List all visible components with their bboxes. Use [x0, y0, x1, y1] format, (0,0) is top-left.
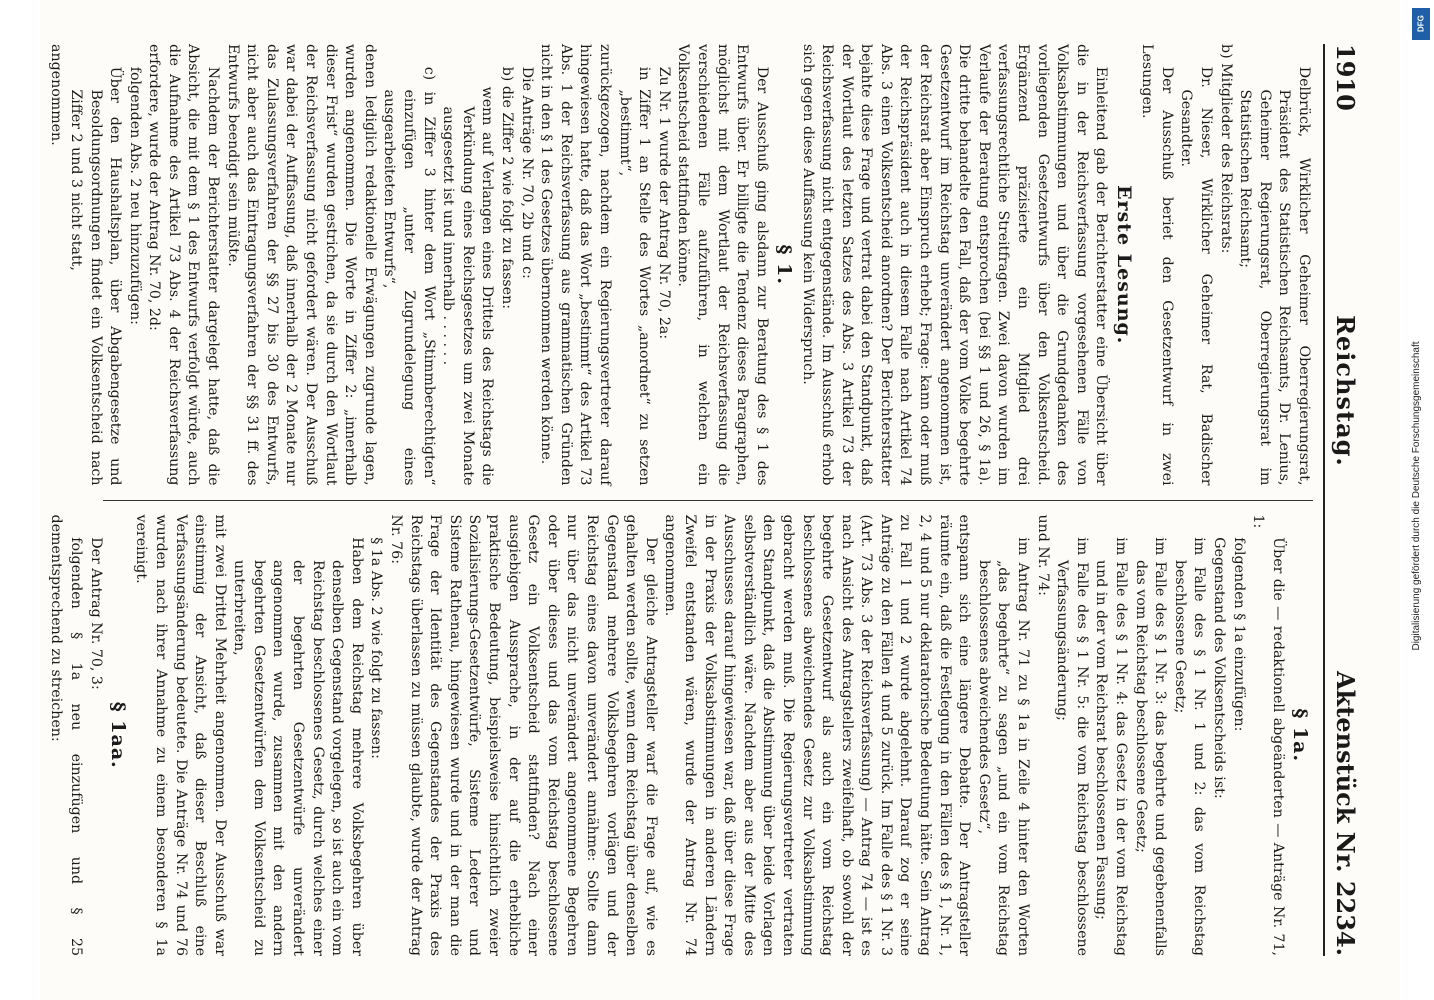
document-page: [40, 0, 1400, 1000]
section-heading: § 1.: [772, 244, 795, 285]
header-year: 1910: [1331, 44, 1360, 111]
page-header: [1323, 44, 1360, 956]
paragraph: Haben dem Reichstag mehrere Volksbegehren über denselben Gegenstand vorgelegen, so ist auch ein vom Reichstag beschlossenes Gesetz, durch welches einer der begehrten Gesetzentwürfe unverändert angenommen wurde, zusammen mit den andern begehrten Gesetzentwürfen dem Volksentscheid zu unterbreiten,: [231, 537, 365, 956]
digitization-credit: [1402, 6, 1432, 986]
paragraph: in Ziffer 1 an Stelle des Wortes „anordnet“ zu setzen „bestimmt“,: [616, 66, 653, 486]
scanned-page-image: [40, 0, 1400, 1000]
paragraph: b) Mitglieder des Reichsrats:: [1217, 44, 1234, 254]
left-column: [48, 44, 1313, 500]
section-heading: Erste Lesung.: [1112, 185, 1135, 345]
paragraph: Einleitend gab der Berichterstatter eine Übersicht über die in der Reichsverfassung vorgesehenen Fälle von Volksabstimmungen und über die Grundgedanken des vorliegenden Gesetzentwurfs über den Volksentscheid. Ergänzend präzisierte ein Mitglied drei verfassungsrechtliche Streitfragen. Zwei davon wurden im Verlaufe der Beratung entsprochen (bei §§ 1 und 26, § 1a). Die dritte behandelte den Fall, daß der vom Volke begehrte Gesetzentwurf im Reichstag unverändert angenommen ist, der Reichsrat aber Einspruch erhebt; Frage: kann oder muß der Reichspräsident auch in diesem Falle nach Artikel 74 Abs. 3 einen Volksentscheid anordnen? Der Berichterstatter bejahte diese Frage und vertrat dabei den Standpunkt, daß der Wortlaut des letzten Satzes des Abs. 3 Artikel 73 der Reichsverfassung nicht entgegenstände. Im Ausschuß erhob sich gegen diese Auffassung kein Widerspruch.: [799, 44, 1110, 486]
paragraph: Zu Nr. 1 wurde der Antrag Nr. 70, 2a:: [655, 66, 672, 340]
paragraph: Über die — redaktionell abgeänderten — Anträge Nr. 71, 1:: [1250, 514, 1286, 956]
paragraph: entspann sich eine längere Debatte. Der Antragsteller räumte ein, daß die Festlegung in den Fällen des § 1, Nr. 1, 2, 4 und 5 nur deklaratorische Bedeutung hätte. Sein Antrag zu Fall 1 und 2 wurde abgelehnt. Darauf zog er seine Anträge zu den Fällen 4 und 5 zurück. Im Falle des § 1 Nr. 3 (Art. 73 Abs. 3 der Reichsverfassung) — Antrag 74 — ist es nach Ansicht des Antragstellers zweifelhaft, ob sowohl der begehrte Gesetzentwurf als auch ein vom Reichstag beschlossenes abweichendes Gesetz zur Volksabstimmung gebracht werden muß. Die Regierungsvertreter vertraten den Standpunkt, daß die Abstimmung über beide Vorlagen selbstverständlich wäre. Nachdem aber aus der Mitte des Ausschusses darauf hingewiesen war, daß über diese Frage in der Praxis der Volksabstimmungen in anderen Ländern Zweifel entstanden wären, wurde der Antrag Nr. 74 angenommen.: [662, 514, 973, 956]
header-document-number: Aktenstück Nr. 2234.: [1331, 671, 1360, 956]
paragraph: Delbrück, Wirklicher Geheimer Oberregierungsrat, Präsident des Statistischen Reichsamts, Dr. Lenius, Geheimer Regierungsrat, Oberregierungsrat im Statistischen Reichsamt;: [1237, 66, 1312, 486]
paragraph: Nachdem der Berichterstatter dargelegt hatte, daß die Absicht, die mit dem § 1 des Entwurfs verfolgt würde, auch die Aufnahme des Artikel 73 Abs. 4 der Reichsverfassung erfordere, wurde der Antrag Nr. 70, 2d:: [146, 44, 222, 486]
paragraph: im Falle des § 1 Nr. 4: das Gesetz in der vom Reichstag und in der vom Reichsrat beschlossenen Fassung;: [1093, 537, 1130, 956]
paragraph: wenn auf Verlangen eines Drittels des Reichstags die Verkündung eines Reichsgesetzes um zwei Monate ausgesetzt ist und innerhalb . . . . . .: [440, 86, 496, 486]
paragraph: und Nr. 74:: [1034, 514, 1051, 596]
credit-text: Digitalisierung gefördert durch die Deutsche Forschungsgemeinschaft: [1411, 341, 1422, 651]
right-column: [48, 501, 1313, 957]
paragraph: Der gleiche Antragsteller warf die Frage auf, wie es gehalten werden sollte, wenn dem Reichstag über denselben Gegenstand mehrere Volksbegehren vorlägen und der Reichstag eines davon unverändert annähme: Sollte dann nur über das nicht unverändert angenommene Begehren oder über dieses und das vom Reichstag beschlossene Gesetz ein Volksentscheid stattfinden? Nach einer ausgiebigen Aussprache, in der auf die erhebliche praktische Bedeutung, beispielsweise hinsichtlich zweier Sozialisierungs-Gesetzentwürfe, Sisteme Lederer und Sisteme Rathenau, hingewiesen wurde und in der man die Frage der Identität des Gegenstandes der Praxis des Reichstags überlassen zu müssen glaubte, wurde der Antrag Nr. 76:: [388, 514, 659, 956]
paragraph: mit zwei Drittel Mehrheit angenommen. Der Ausschuß war einstimmig der Ansicht, daß dieser Beschluß eine Verfassungsänderung bedeutete. Die Anträge Nr. 74 und 76 wurden nach ihrer Annahme zu einem besonderen § 1a vereinigt.: [133, 514, 228, 956]
paragraph: Gegenstand des Volksentscheids ist:: [1211, 537, 1227, 799]
paragraph: b) die Ziffer 2 wie folgt zu fassen:: [499, 66, 515, 309]
paragraph: Der Antrag Nr. 70, 3:: [87, 537, 104, 690]
paragraph: c) in Ziffer 3 hinter dem Wort „Stimmberechtigten“ einzufügen „unter Zugrundelegung eines ausgearbeiteten Entwurfs“,: [381, 66, 437, 486]
paragraph: im Falle des § 1 Nr. 5: die vom Reichstag beschlossene Verfassungsänderung;: [1054, 537, 1090, 956]
paragraph: Der Ausschuß ging alsdann zur Beratung des § 1 des Entwurfs über. Er billigte die Tendenz dieses Paragraphen, möglichst mit dem Wortlaut der Reichsverfassung die verschiedenen Fälle aufzuführen, in welchen ein Volksentscheid stattfinden könne.: [675, 44, 770, 486]
section-heading: § 1a.: [1289, 708, 1311, 763]
paragraph: im Falle des § 1 Nr. 1 und 2: das vom Reichstag beschlossene Gesetz;: [1171, 537, 1208, 956]
paragraph: folgenden § 1a neu einzufügen und § 25 dementsprechend zu streichen:: [48, 514, 84, 956]
paragraph: zurückgezogen, nachdem ein Regierungsvertreter darauf hingewiesen hatte, daß das Wort „bestimmt“ des Artikel 73 Abs. 1 der Reichsverfassung aus grammatischen Gründen nicht in den § 1 des Gesetzes übernommen werden könne.: [538, 44, 613, 486]
paragraph: folgenden § 1a einzufügen:: [1230, 537, 1247, 732]
header-title: Reichstag.: [1331, 315, 1360, 467]
paragraph: § 1a Abs. 2 wie folgt zu fassen:: [368, 537, 385, 759]
paragraph: angenommen.: [48, 44, 65, 146]
section-heading: § 1aa.: [106, 701, 129, 769]
paragraph: Die Anträge Nr. 70, 2b und c:: [518, 66, 535, 279]
paragraph: im Antrag Nr. 71 zu § 1a in Zeile 4 hinter den Worten „das begehrte“ zu sagen „und ein vom Reichstag beschlossenes abweichendes Gesetz“,: [975, 537, 1032, 956]
paragraph: im Falle des § 1 Nr. 3: das begehrte und gegebenenfalls das vom Reichstag beschlossene Gesetz;: [1132, 537, 1169, 956]
paragraph: Über den Haushaltsplan, über Abgabengesetze und Besoldungsordnungen findet ein Volksentscheid nach Ziffer 2 und 3 nicht statt,: [67, 66, 124, 486]
paragraph: Dr. Nieser, Wirklicher Geheimer Rat, Badischer Gesandter.: [1178, 66, 1215, 486]
dfg-logo: DFG: [1412, 8, 1430, 40]
paragraph: denen lediglich redaktionelle Erwägungen zugrunde lagen, wurden angenommen. Die Worte in Ziffer 2: „innerhalb dieser Frist“ wurden gestrichen, da sie durch den Wortlaut der Reichsverfassung nicht gefordert wären. Der Ausschuß war dabei der Auffassung, daß innerhalb der 2 Monate nur das Zulassungsverfahren der §§ 27 bis 30 des Entwurfs, nicht aber auch das Eintragungsverfahren der §§ 31 ff. des Entwurfs beendigt sein müßte.: [224, 44, 378, 486]
paragraph: folgenden Abs. 2 neu hinzuzufügen:: [126, 66, 143, 325]
paragraph: Der Ausschuß beriet den Gesetzentwurf in zwei Lesungen.: [1139, 44, 1175, 486]
